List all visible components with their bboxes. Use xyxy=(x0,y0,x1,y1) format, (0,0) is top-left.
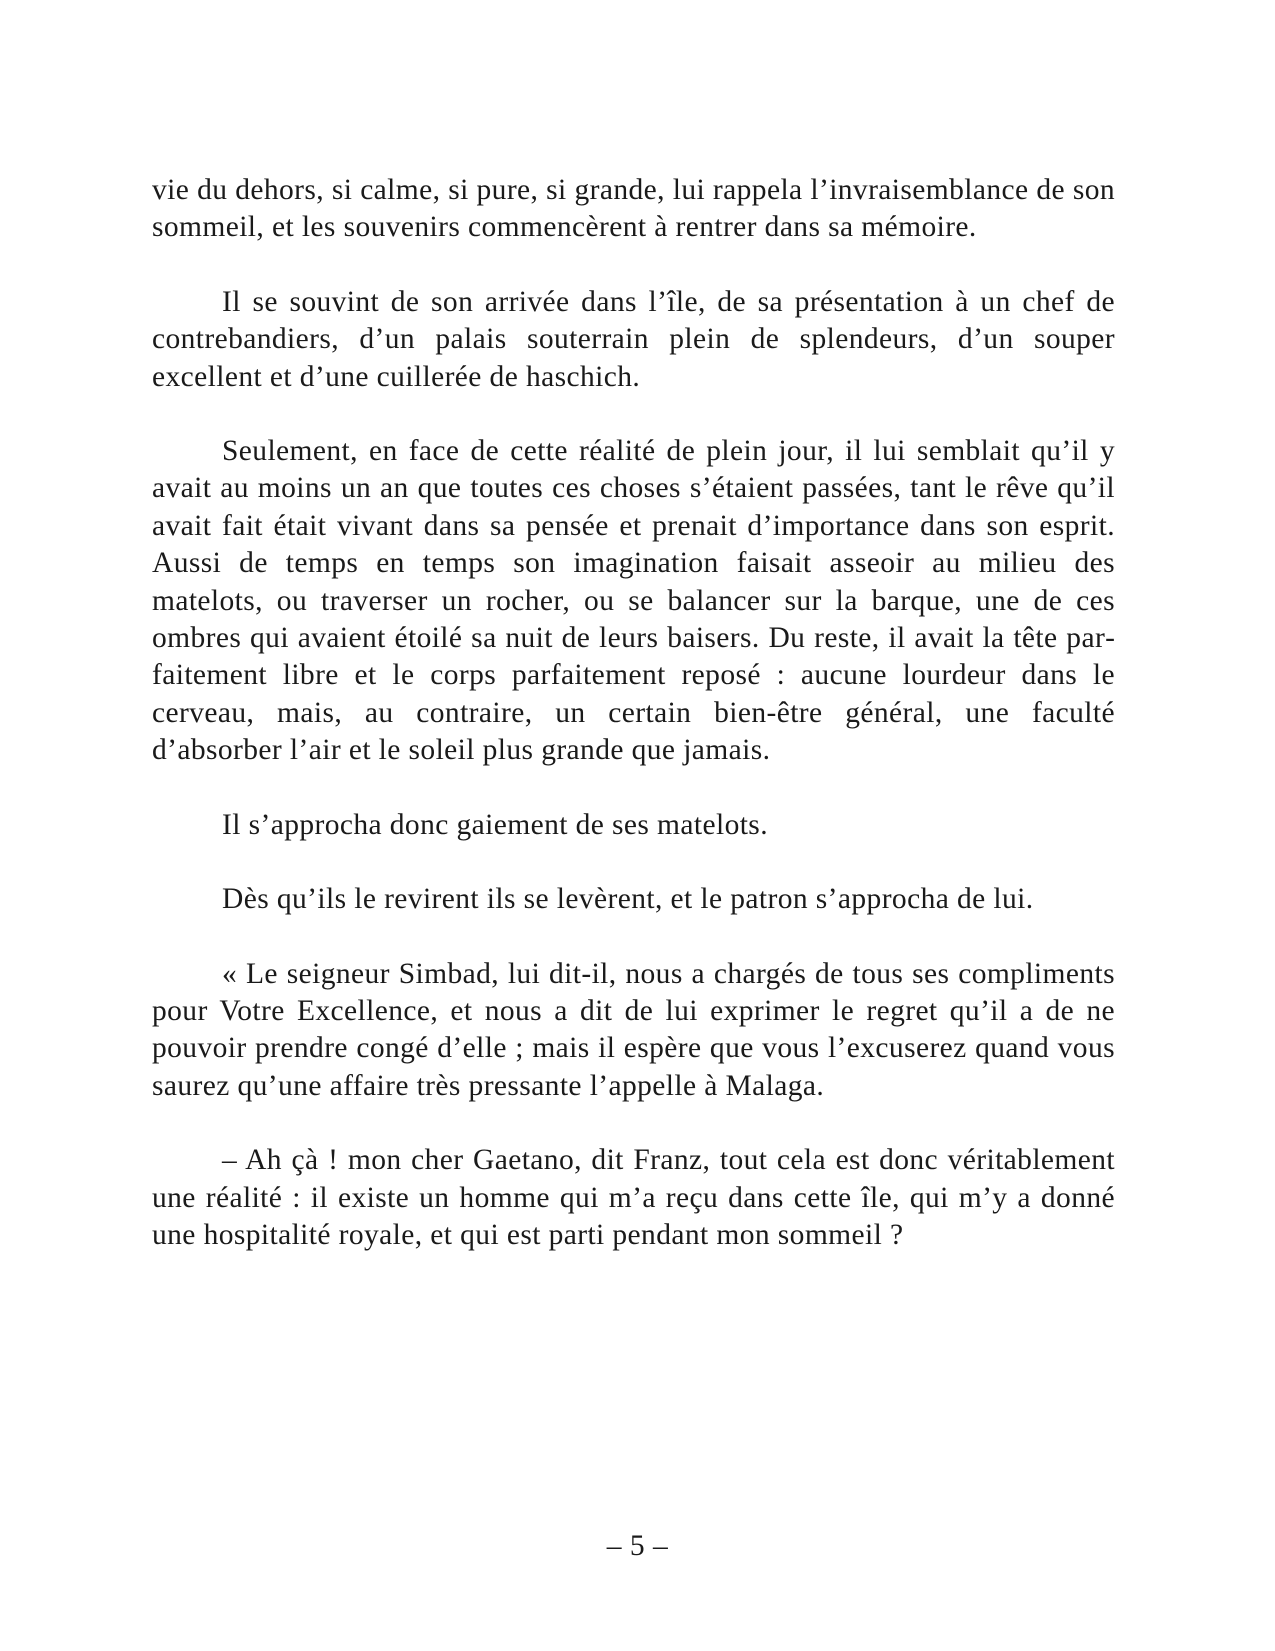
paragraph: « Le seigneur Simbad, lui dit-il, nous a chargés de tous ses compliments pour Votre Excellence, et nous a dit de lui exprimer le regret qu’il a de ne pouvoir prendre congé d’elle ; mais il espère que vous l’excuserez quand vous saurez qu’une affaire très pressante l’appelle à Malaga. xyxy=(152,957,1115,1102)
paragraph: Seulement, en face de cette réalité de plein jour, il lui semblait qu’il y avait au moins un an que toutes ces choses s’étaient passées, tant le rêve qu’il avait fait était vivant dans sa pensée et prenait d’importance dans son esprit. Aussi de temps en temps son imagination faisait asseoir au milieu des matelots, ou traverser un rocher, ou se balancer sur la barque, une de ces ombres qui avaient étoilé sa nuit de leurs baisers. Du reste, il avait la tête parfaitement libre et le corps parfaitement reposé : aucune lourdeur dans le cerveau, mais, au contraire, un certain bien-être général, une faculté d’absorber l’air et le soleil plus grande que jamais. xyxy=(152,435,1115,767)
paragraph: Il s’approcha donc gaiement de ses matelots. xyxy=(222,808,768,841)
paragraph: Dès qu’ils le revirent ils se levèrent, et le patron s’approcha de lui. xyxy=(222,883,1034,916)
page-number: – 5 – xyxy=(606,1530,669,1562)
paragraph: – Ah çà ! mon cher Gaetano, dit Franz, tout cela est donc véritablement une réalité : il existe un homme qui m’a reçu dans cette île, qui m’y a donné une hospitalité royale, et qui est parti pendant mon sommeil ? xyxy=(152,1144,1115,1251)
body-text xyxy=(152,172,1115,1291)
paragraph: vie du dehors, si calme, si pure, si grande, lui rappela l’invraisemblance de son sommeil, et les souvenirs commencèrent à rentrer dans sa mémoire. xyxy=(152,174,1115,244)
paragraph: Il se souvint de son arrivée dans l’île, de sa présentation à un chef de contrebandiers, d’un palais souterrain plein de splendeurs, d’un souper excellent et d’une cuillerée de haschich. xyxy=(152,285,1115,393)
